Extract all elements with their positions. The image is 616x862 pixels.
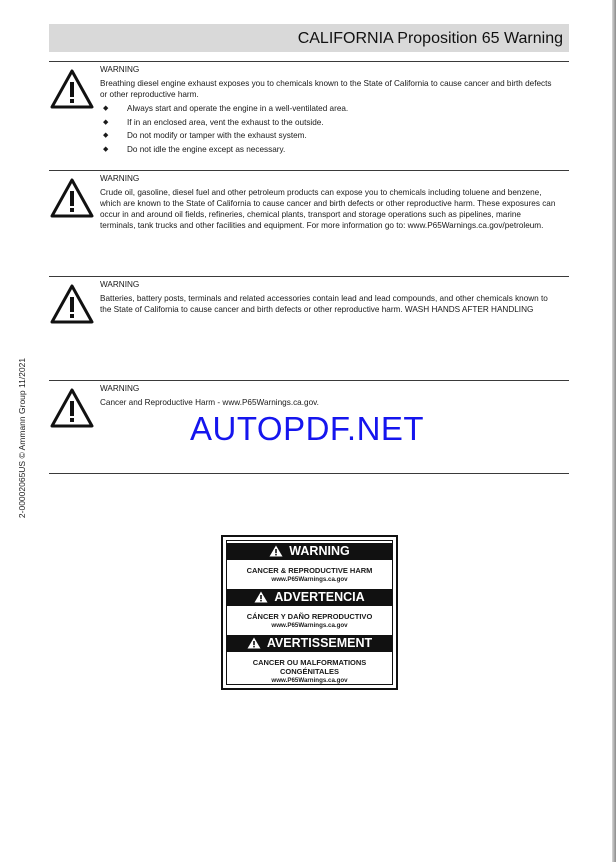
bullet-diamond-icon: ◆ xyxy=(103,105,109,112)
label-line: CONGÉNITALES xyxy=(279,667,340,676)
warning-text: Crude oil, gasoline, diesel fuel and other petroleum products can expose you to chemicals including toluene and benzene, which are known to the State of California to cause cancer and birth defects or other reproductive harm. These exposures can occur in and around oil fields, refineries, chemical plants, transport and storage operations such as pipelines, marine terminals, tank trucks and other facilities and equipment. For more information go to: www.P65Warnings.ca.gov/petroleum. xyxy=(100,188,556,230)
side-document-code-text: 2-00002065US © Ammann Group 11/2021 xyxy=(17,357,27,518)
warning-block-batteries xyxy=(49,276,569,366)
prop65-warning-label xyxy=(221,535,398,690)
warning-block-petroleum xyxy=(49,170,569,263)
label-section-title: ADVERTENCIA xyxy=(274,590,365,604)
page-title-bar xyxy=(49,24,569,52)
warning-block-exhaust xyxy=(49,61,569,158)
warning-triangle-icon xyxy=(49,177,95,219)
watermark-text: AUTOPDF.NET xyxy=(190,410,425,447)
warning-heading: WARNING xyxy=(100,65,140,74)
page-edge-shadow xyxy=(612,0,616,862)
label-url: www.P65Warnings.ca.gov xyxy=(271,622,348,629)
page-title: CALIFORNIA Proposition 65 Warning xyxy=(297,30,563,47)
label-section-title: WARNING xyxy=(289,544,350,558)
bullet-diamond-icon: ◆ xyxy=(103,132,109,139)
label-section-header xyxy=(227,543,392,560)
list-item xyxy=(100,144,557,155)
side-document-code xyxy=(4,355,40,520)
warning-text: Cancer and Reproductive Harm - www.P65Warnings.ca.gov. xyxy=(100,398,319,407)
bullet-diamond-icon: ◆ xyxy=(103,145,109,153)
list-item-text: Always start and operate the engine in a well-ventilated area. xyxy=(127,104,349,113)
list-item-text: Do not idle the engine except as necessary. xyxy=(127,144,286,154)
warning-heading: WARNING xyxy=(100,174,140,183)
warning-triangle-icon xyxy=(247,637,261,649)
label-line: CÁNCER Y DAÑO REPRODUCTIVO xyxy=(246,612,373,621)
label-url: www.P65Warnings.ca.gov xyxy=(271,576,348,583)
label-section-body xyxy=(227,566,392,584)
warning-text: Breathing diesel engine exhaust exposes you to chemicals known to the State of California to cause cancer and birth defects or other reproductive harm. xyxy=(100,79,552,99)
label-section-body xyxy=(227,658,392,685)
label-line: CANCER OU MALFORMATIONS xyxy=(252,658,367,667)
label-section-body xyxy=(227,612,392,630)
exhaust-precautions-list xyxy=(100,103,557,155)
warning-triangle-icon xyxy=(49,283,95,325)
label-section-header xyxy=(227,635,392,652)
warning-triangle-icon xyxy=(49,68,95,110)
list-item-text: If in an enclosed area, vent the exhaust to the outside. xyxy=(127,117,324,127)
list-item-text: Do not modify or tamper with the exhaust system. xyxy=(127,131,307,140)
warning-text: Batteries, battery posts, terminals and related accessories contain lead and lead compounds, and other chemicals known to the State of California to cause cancer and birth defects or other reproductive harm. WASH HANDS AFTER HANDLING xyxy=(100,294,548,314)
label-line: CANCER & REPRODUCTIVE HARM xyxy=(246,566,373,575)
warning-heading: WARNING xyxy=(100,280,140,289)
list-item xyxy=(100,117,557,128)
label-section-header xyxy=(227,589,392,606)
list-item xyxy=(100,103,557,114)
label-url: www.P65Warnings.ca.gov xyxy=(271,677,348,684)
warning-triangle-icon xyxy=(254,591,268,603)
warning-triangle-icon xyxy=(269,545,283,557)
list-item xyxy=(100,130,557,141)
warning-triangle-icon xyxy=(49,387,95,429)
warning-heading: WARNING xyxy=(100,384,140,393)
bullet-diamond-icon: ◆ xyxy=(103,118,109,126)
label-section-title: AVERTISSEMENT xyxy=(266,636,373,650)
